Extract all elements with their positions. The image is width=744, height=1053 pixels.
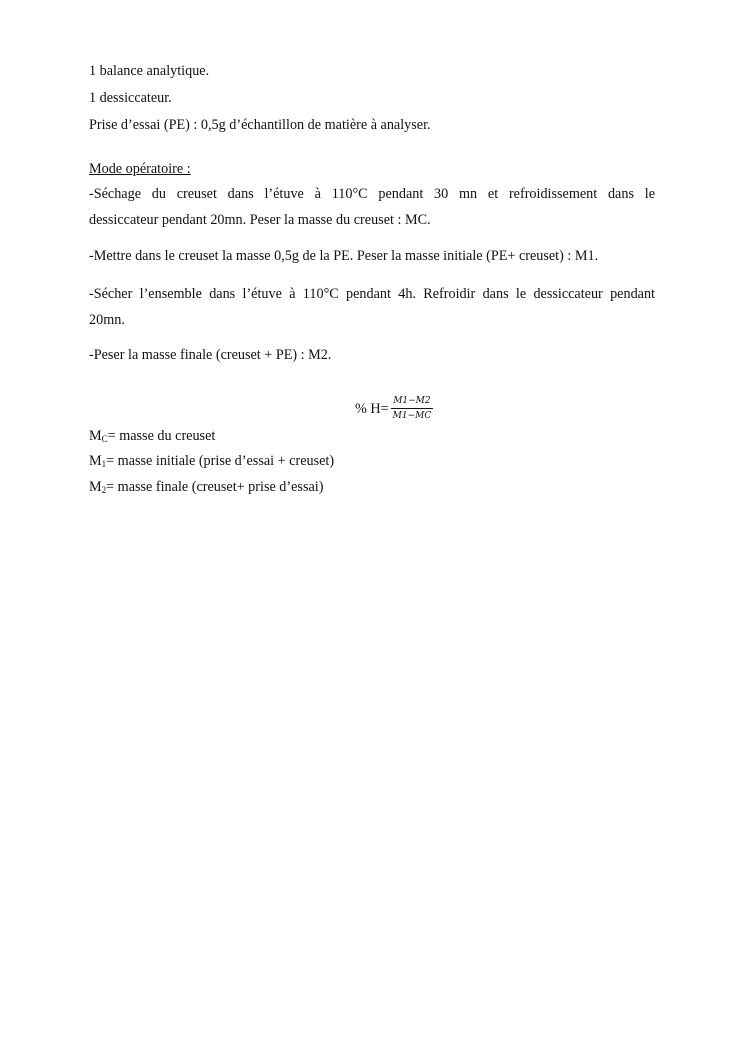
mode-operatoire-heading: Mode opératoire :: [89, 161, 191, 177]
step-3-paragraph: [89, 281, 655, 333]
step-4: -Peser la masse finale (creuset + PE) : M2.: [89, 347, 332, 363]
legend-m1-text: = masse initiale (prise d’essai + creuset): [106, 453, 335, 469]
step-3-line-2: 20mn.: [89, 312, 125, 328]
formula-denominator: M1−MC: [392, 411, 432, 421]
step-1-line-2: dessiccateur pendant 20mn. Peser la masse du creuset : MC.: [89, 212, 431, 228]
material-prise-essai: Prise d’essai (PE) : 0,5g d’échantillon de matière à analyser.: [89, 117, 431, 133]
legend-mc-sub: C: [101, 434, 108, 444]
legend-m1: [89, 452, 334, 473]
legend-m1-sub: 1: [101, 459, 107, 469]
legend-m1-symbol: M: [89, 453, 102, 469]
legend-m2-symbol: M: [89, 479, 102, 495]
step-2: -Mettre dans le creuset la masse 0,5g de la PE. Peser la masse initiale (PE+ creuset) : M1.: [89, 248, 599, 264]
legend-m2-text: = masse finale (creuset+ prise d’essai): [106, 479, 324, 495]
step-1-line-1: -Séchage du creuset dans l’étuve à 110°C pendant 30 mn et refroidissement dans le: [89, 186, 655, 202]
legend-mc-symbol: M: [89, 428, 102, 444]
step-3-line-1: -Sécher l’ensemble dans l’étuve à 110°C pendant 4h. Refroidir dans le dessiccateur pendant: [89, 286, 655, 302]
formula-numerator: M1−M2: [391, 396, 432, 409]
formula-lhs: % H=: [355, 400, 389, 417]
legend-m2: [89, 478, 323, 499]
material-balance: 1 balance analytique.: [89, 63, 210, 79]
material-dessiccateur: 1 dessiccateur.: [89, 90, 172, 106]
legend-mc-text: = masse du creuset: [107, 428, 216, 444]
legend-m2-sub: 2: [101, 485, 107, 495]
humidity-formula: [355, 396, 433, 422]
step-1-paragraph: [89, 181, 655, 233]
formula-fraction: [391, 396, 434, 422]
legend-mc: [89, 427, 215, 448]
